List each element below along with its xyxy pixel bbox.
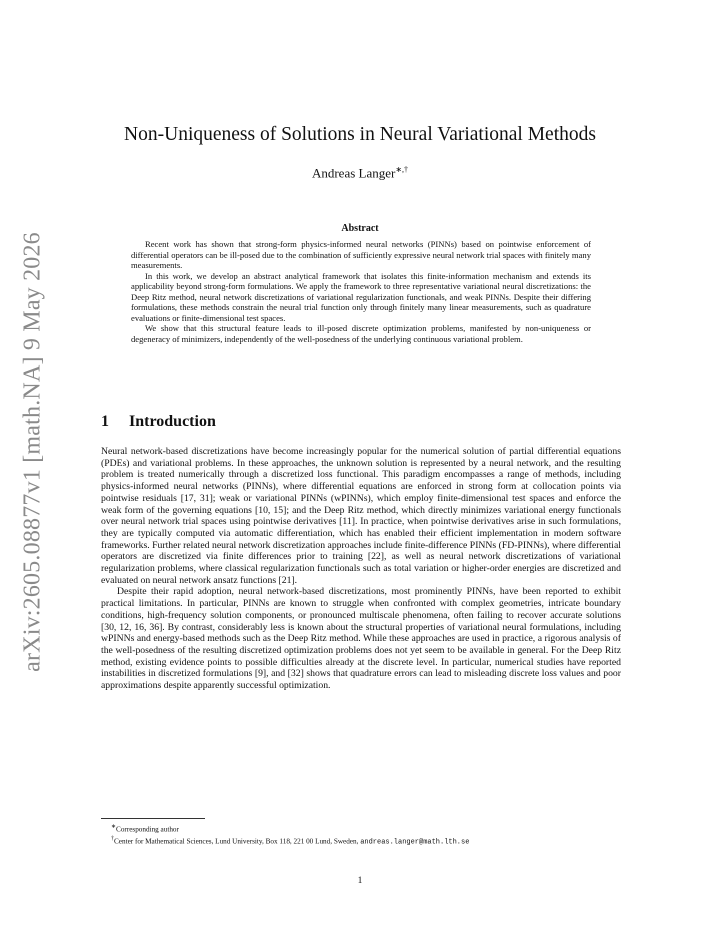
abstract-body (131, 239, 591, 344)
abstract-heading: Abstract (341, 223, 379, 234)
footnote-corresponding (101, 822, 641, 834)
section-number: 1 (101, 413, 109, 430)
page-number: 1 (357, 876, 363, 886)
footnote-affiliation (101, 834, 641, 847)
abstract-paragraph: We show that this structural feature leads to ill-posed discrete optimization problems, manifested by non-uniqueness or degeneracy of minimizers, independently of the well-posedness of the underlying continuous variational problem. (131, 323, 591, 344)
paper-title: Non-Uniqueness of Solutions in Neural Variational Methods (124, 124, 596, 145)
author-name: Andreas Langer (311, 165, 396, 181)
footnote-affiliation-text: Center for Mathematical Sciences, Lund University, Box 118, 221 00 Lund, Sweden, (114, 837, 361, 846)
footnote-mark: † (111, 836, 114, 843)
abstract-paragraph: In this work, we develop an abstract analytical framework that isolates this finite-information mechanism and extends its applicability beyond strong-form formulations. We apply the framework to three representative variational neural discretizations: the Deep Ritz method, neural network discretizations of variational regularization functionals, and weak PINNs. Despite their differing formulations, these methods constrain the neural trial function only through finitely many linear measurements, such as quadrature evaluations or finite-dimensional test spaces. (131, 270, 591, 323)
abstract-paragraph: Recent work has shown that strong-form physics-informed neural networks (PINNs) based on pointwise enforcement of differential operators can be ill-posed due to the combination of sufficiently expressive neural network trial spaces with finitely many measurements. (131, 239, 591, 270)
author-email: andreas.langer@math.lth.se (360, 838, 470, 847)
footnote-divider (101, 818, 205, 819)
body-paragraph: Neural network-based discretizations have become increasingly popular for the numerical solution of partial differential equations (PDEs) and variational problems. In these approaches, the unknown solution is represented by a neural network, and the resulting problem is treated numerically through a discretized loss functional. This paradigm encompasses a range of methods, including physics-informed neural networks (PINNs), where differential equations are enforced in strong form at collocation points via pointwise residuals [17, 31]; weak or variational PINNs (wPINNs), which employ finite-dimensional test spaces and enforce the weak form of the governing equations [10, 15]; and the Deep Ritz method, which directly minimizes variational energy functionals over neural network trial spaces using pointwise derivatives [11]. In practice, when pointwise derivatives arise in such formulations, they are typically computed via automatic differentiation, which has enabled their efficient implementation in modern software frameworks. Further related neural network discretization approaches include finite-difference PINNs (FD-PINNs), where differential operators are discretized via finite differences prior to training [22], as well as neural network discretizations of variational regularization problems, where classical regularization functionals such as total variation or higher-order energies are discretized and evaluated on neural network ansatz functions [21]. (101, 446, 621, 586)
arxiv-identifier-stamp: arXiv:2605.08877v1 [math.NA] 9 May 2026 (19, 232, 46, 672)
author-line (0, 165, 720, 181)
footnote-corresponding-text: Corresponding author (116, 825, 179, 834)
section-title: Introduction (129, 413, 216, 430)
footnotes (101, 822, 641, 848)
author-footnote-marks: ∗,† (395, 165, 409, 174)
section-heading-introduction (101, 413, 216, 431)
introduction-body (101, 446, 621, 692)
footnote-mark: ∗ (111, 824, 117, 830)
body-paragraph: Despite their rapid adoption, neural network-based discretizations, most prominently PINNs, have been reported to exhibit practical limitations. In particular, PINNs are known to struggle when confronted with complex geometries, intricate boundary conditions, high-frequency solution components, or pronounced multiscale phenomena, often failing to recover accurate solutions [30, 12, 16, 36]. By contrast, considerably less is known about the structural properties of variational neural formulations, including wPINNs and energy-based methods such as the Deep Ritz method. While these approaches are used in practice, a rigorous analysis of the well-posedness of the resulting discretized optimization problems does not yet seem to be available in general. For the Deep Ritz method, existing evidence points to possible difficulties already at the discrete level. In particular, numerical studies have reported instabilities in discretized formulations [9], and [32] shows that quadrature errors can lead to misleading discrete loss values and poor approximations despite apparently successful optimization. (101, 586, 621, 692)
